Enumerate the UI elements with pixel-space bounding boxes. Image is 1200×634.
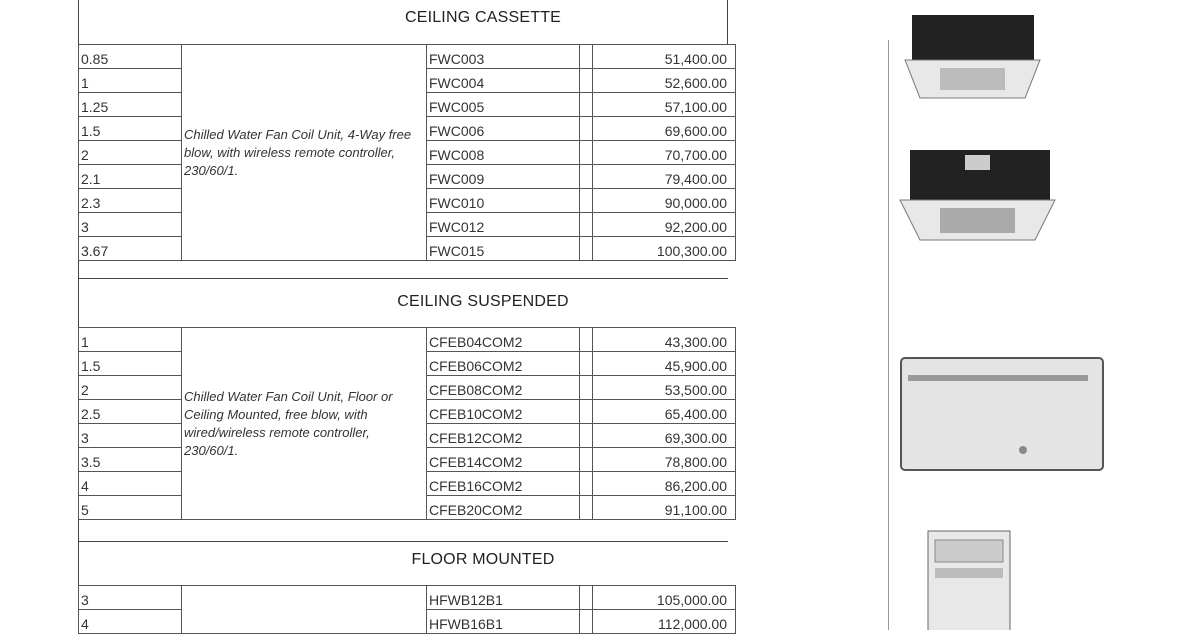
price-cell: 79,400.00	[593, 165, 736, 189]
capacity-cell: 3.5	[79, 448, 182, 472]
model-cell: CFEB08COM2	[427, 376, 580, 400]
capacity-cell: 2.5	[79, 400, 182, 424]
spacer-cell	[580, 189, 593, 213]
capacity-cell: 1.5	[79, 117, 182, 141]
model-cell: CFEB12COM2	[427, 424, 580, 448]
section-title-floor-mounted: FLOOR MOUNTED	[411, 551, 555, 568]
spacer-cell	[580, 141, 593, 165]
ceiling-cassette-unit-image	[900, 10, 1050, 105]
model-cell: HFWB16B1	[427, 610, 580, 634]
spacer-cell	[580, 237, 593, 261]
capacity-cell: 4	[79, 610, 182, 634]
model-cell: FWC012	[427, 213, 580, 237]
spacer-cell	[580, 69, 593, 93]
model-cell: FWC010	[427, 189, 580, 213]
section-divider	[78, 541, 728, 542]
description-cell: Chilled Water Fan Coil Unit, 4-Way free blow, with wireless remote controller, 230/60/1.	[182, 45, 427, 261]
price-cell: 69,600.00	[593, 117, 736, 141]
price-cell: 70,700.00	[593, 141, 736, 165]
description-cell: Chilled Water Fan Coil Unit, Floor or Ceiling Mounted, free blow, with wired/wireless remote controller, 230/60/1.	[182, 328, 427, 520]
price-cell: 100,300.00	[593, 237, 736, 261]
capacity-cell: 1	[79, 69, 182, 93]
spacer-cell	[580, 376, 593, 400]
capacity-cell: 4	[79, 472, 182, 496]
table-row	[79, 586, 736, 610]
price-cell: 112,000.00	[593, 610, 736, 634]
spacer-cell	[580, 328, 593, 352]
description-cell	[182, 586, 427, 634]
price-cell: 105,000.00	[593, 586, 736, 610]
model-cell: CFEB14COM2	[427, 448, 580, 472]
capacity-cell: 5	[79, 496, 182, 520]
spacer-cell	[580, 586, 593, 610]
spacer-cell	[580, 165, 593, 189]
model-cell: HFWB12B1	[427, 586, 580, 610]
ceiling-suspended-unit-image	[898, 355, 1108, 475]
table-row	[79, 328, 736, 352]
model-cell: FWC008	[427, 141, 580, 165]
spacer-cell	[580, 448, 593, 472]
capacity-cell: 3	[79, 424, 182, 448]
ceiling-suspended-table	[78, 327, 736, 520]
price-cell: 51,400.00	[593, 45, 736, 69]
model-cell: FWC006	[427, 117, 580, 141]
price-cell: 65,400.00	[593, 400, 736, 424]
image-column-divider	[888, 40, 889, 630]
capacity-cell: 0.85	[79, 45, 182, 69]
section-divider	[78, 278, 728, 279]
price-cell: 92,200.00	[593, 213, 736, 237]
price-cell: 52,600.00	[593, 69, 736, 93]
price-cell: 53,500.00	[593, 376, 736, 400]
price-cell: 57,100.00	[593, 93, 736, 117]
ceiling-cassette-unit-image-2	[895, 140, 1065, 245]
floor-mounted-unit-image	[925, 528, 1015, 630]
model-cell: FWC009	[427, 165, 580, 189]
model-cell: CFEB20COM2	[427, 496, 580, 520]
price-cell: 45,900.00	[593, 352, 736, 376]
capacity-cell: 2	[79, 376, 182, 400]
spacer-cell	[580, 496, 593, 520]
price-cell: 91,100.00	[593, 496, 736, 520]
capacity-cell: 1.5	[79, 352, 182, 376]
capacity-cell: 1	[79, 328, 182, 352]
capacity-cell: 2.1	[79, 165, 182, 189]
price-cell: 86,200.00	[593, 472, 736, 496]
spacer-cell	[580, 213, 593, 237]
capacity-cell: 1.25	[79, 93, 182, 117]
table-row	[79, 45, 736, 69]
price-cell: 43,300.00	[593, 328, 736, 352]
capacity-cell: 3.67	[79, 237, 182, 261]
model-cell: FWC004	[427, 69, 580, 93]
spacer-cell	[580, 45, 593, 69]
price-cell: 90,000.00	[593, 189, 736, 213]
section-title-ceiling-cassette: CEILING CASSETTE	[404, 9, 562, 26]
spacer-cell	[580, 472, 593, 496]
spacer-cell	[580, 117, 593, 141]
model-cell: FWC005	[427, 93, 580, 117]
model-cell: FWC003	[427, 45, 580, 69]
capacity-cell: 2	[79, 141, 182, 165]
model-cell: CFEB06COM2	[427, 352, 580, 376]
capacity-cell: 3	[79, 586, 182, 610]
price-cell: 69,300.00	[593, 424, 736, 448]
capacity-cell: 2.3	[79, 189, 182, 213]
spacer-cell	[580, 352, 593, 376]
model-cell: CFEB04COM2	[427, 328, 580, 352]
spacer-cell	[580, 93, 593, 117]
capacity-cell: 3	[79, 213, 182, 237]
section-title-ceiling-suspended: CEILING SUSPENDED	[397, 293, 569, 310]
model-cell: FWC015	[427, 237, 580, 261]
ceiling-cassette-table	[78, 44, 736, 261]
model-cell: CFEB16COM2	[427, 472, 580, 496]
spacer-cell	[580, 400, 593, 424]
spacer-cell	[580, 424, 593, 448]
floor-mounted-table	[78, 585, 736, 634]
model-cell: CFEB10COM2	[427, 400, 580, 424]
price-cell: 78,800.00	[593, 448, 736, 472]
